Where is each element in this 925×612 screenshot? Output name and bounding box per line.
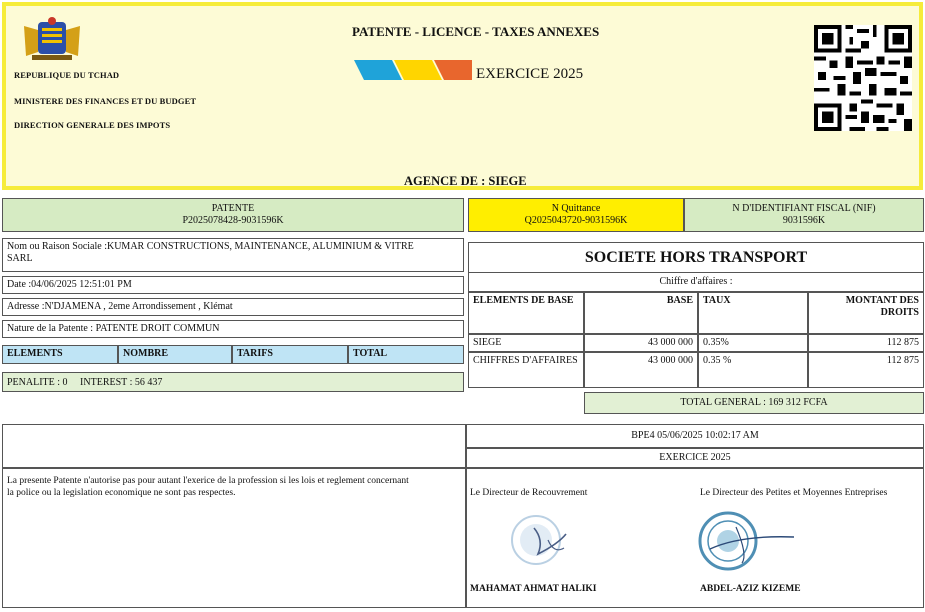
director1-stamp-icon [504, 510, 584, 570]
director2-stamp-icon [690, 505, 800, 575]
quittance-cell [468, 198, 684, 232]
row-taux: 0.35% [698, 334, 808, 352]
taxpayer-name-line1: Nom ou Raison Sociale :KUMAR CONSTRUCTIONS, MAINTENANCE, ALUMINIUM & VITRE [7, 241, 414, 252]
qr-code-icon [814, 24, 912, 132]
nature-cell: Nature de la Patente : PATENTE DROIT COMMUN [2, 320, 464, 338]
row-montant: 112 875 [808, 352, 924, 388]
document-header [2, 2, 923, 190]
director2-name: ABDEL-AZIZ KIZEME [700, 584, 801, 594]
director1-title: Le Directeur de Recouvrement [470, 488, 588, 498]
col-base: BASE [584, 292, 698, 334]
elements-header-nombre: NOMBRE [118, 345, 232, 364]
nif-label: N D'IDENTIFIANT FISCAL (NIF) [732, 203, 876, 214]
quittance-number: Q2025043720-9031596K [524, 215, 628, 226]
exercice-label: EXERCICE 2025 [476, 66, 584, 82]
patente-label: PATENTE [211, 203, 255, 214]
col-taux: TAUX [698, 292, 808, 334]
footer-exercice: EXERCICE 2025 [466, 448, 924, 468]
republic-label: REPUBLIQUE DU TCHAD [14, 70, 120, 80]
societe-title: SOCIETE HORS TRANSPORT [468, 242, 924, 272]
address-cell: Adresse :N'DJAMENA , 2eme Arrondissement , Klémat [2, 298, 464, 316]
notice-cell [2, 468, 466, 608]
row-element: SIEGE [468, 334, 584, 352]
nif-cell [684, 198, 924, 232]
chiffre-affaires-label: Chiffre d'affaires : [468, 272, 924, 292]
taxpayer-name-line2: SARL [7, 253, 33, 264]
director2-title: Le Directeur des Petites et Moyennes Entreprises [700, 488, 888, 498]
patente-number: P2025078428-9031596K [182, 215, 284, 226]
row-element: CHIFFRES D'AFFAIRES [468, 352, 584, 388]
agence-label: AGENCE DE : SIEGE [404, 174, 527, 188]
col-elements-de-base: ELEMENTS DE BASE [468, 292, 584, 334]
row-base: 43 000 000 [584, 352, 698, 388]
coat-of-arms-emblem-icon [18, 16, 88, 62]
quittance-label: N Quittance [551, 203, 601, 214]
document-title: PATENTE - LICENCE - TAXES ANNEXES [352, 24, 600, 39]
elements-header-tarifs: TARIFS [232, 345, 348, 364]
notice-line1: La presente Patente n'autorise pas pour autant l'exerice de la profession si les lois et reglement concernant [7, 476, 409, 486]
notice-line2: la police ou la legislation economique ne sont pas respectes. [7, 488, 236, 498]
row-montant: 112 875 [808, 334, 924, 352]
row-taux: 0.35 % [698, 352, 808, 388]
elements-header-total: TOTAL [348, 345, 464, 364]
directorate-label: DIRECTION GENERALE DES IMPOTS [14, 120, 171, 130]
flag-ribbon-icon [354, 60, 472, 80]
taxpayer-name-cell [2, 238, 464, 272]
col-montant-des-droits: MONTANT DES DROITS [808, 292, 924, 334]
nif-number: 9031596K [782, 215, 826, 226]
row-base: 43 000 000 [584, 334, 698, 352]
director1-name: MAHAMAT AHMAT HALIKI [470, 584, 597, 594]
date-cell: Date :04/06/2025 12:51:01 PM [2, 276, 464, 294]
total-general: TOTAL GENERAL : 169 312 FCFA [584, 392, 924, 414]
patente-cell [2, 198, 464, 232]
penalite-cell: PENALITE : 0 INTEREST : 56 437 [2, 372, 464, 392]
footer-blank-cell [2, 424, 466, 468]
ministry-label: MINISTERE DES FINANCES ET DU BUDGET [14, 96, 197, 106]
bpe-timestamp: BPE4 05/06/2025 10:02:17 AM [466, 424, 924, 448]
elements-header-elements: ELEMENTS [2, 345, 118, 364]
